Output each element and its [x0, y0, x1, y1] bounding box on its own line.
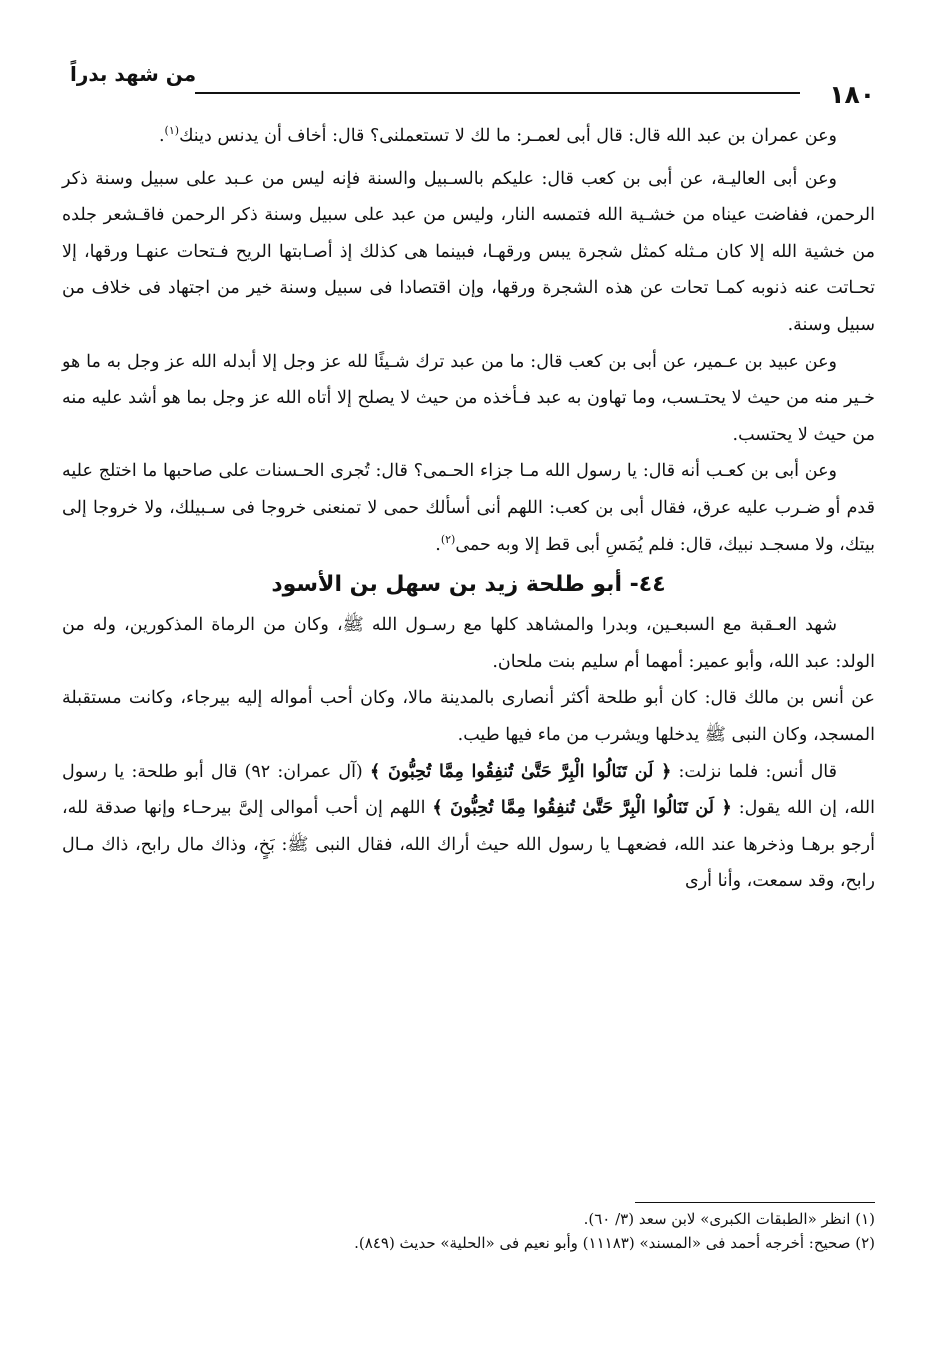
verse-reference: (آل عمران: ٩٢)	[244, 761, 363, 782]
footnote: (١) انظر «الطبقات الكبرى» لابن سعد (٣/ ٦٠).	[583, 1210, 875, 1228]
paragraph-text: عن أنس بن مالك قال: كان أبو طلحة أكثر أنصارى بالمدينة مالا، وكان أحب أمواله إليه بيرجاء، وكانت مستقبلة المسجد، وكان النبى ﷺ يدخلها ويشرب من ماء فيها طيب.	[62, 688, 875, 745]
paragraph-section-intro	[62, 607, 875, 680]
running-title: من شهد بدراً	[70, 62, 197, 86]
page-body	[62, 118, 875, 900]
section-heading: ٤٤- أبو طلحة زيد بن سهل بن الأسود	[271, 572, 666, 598]
page-header	[70, 62, 875, 109]
header-rule	[195, 92, 800, 94]
paragraph-text: اللهم إن أحب أموالى إلىَّ بيرحـاء وإنها صدقة لله، أرجو برهـا وذخرها عند الله، فضعهـا يا رسول الله حيث أراك الله، فقال النبى ﷺ: بَخٍ، وذاك مال رابح، ذاك مـال رابح، وقد سمعت، وأنا أرى	[62, 798, 875, 892]
paragraph-imran	[62, 118, 875, 155]
footnote-marker: (٢)	[440, 532, 456, 546]
page-number: ١٨٠	[829, 80, 875, 109]
paragraph-abu-aliya	[62, 161, 875, 344]
quran-verse: ﴿ لَن تَنَالُوا الْبِرَّ حَتَّىٰ تُنفِقُوا مِمَّا تُحِبُّونَ ﴾	[369, 761, 672, 782]
paragraph-anas	[62, 680, 875, 753]
footnote-marker: (١)	[164, 124, 180, 138]
paragraph-ubaid	[62, 344, 875, 454]
paragraph-verse	[62, 754, 875, 900]
paragraph-text: وعن أبى العاليـة، عن أبى بن كعب قال: عليكم بالسـبيل والسنة فإنه ليس من عـبد على سبيل وسنة ذكر الرحمن، ففاضت عيناه من خشـية الله فتمسه النار، وليس من عبد على سبيل وسنة ذكر الرحمن فاقـشعر جلده من خشية الله إلا كان مـثله كمثل شجرة يبس ورقهـا، فبينما هى كذلك إذ أصـابتها الريح فـتحات عنهـا ورقها، إلا تحـاتت عنه ذنوبه كمـا تحات عن هذه الشجرة ورقها، وإن اقتصادا فى سبيل وسنة خير من اجتهاد فى خلاف من سبيل وسنة.	[62, 168, 875, 335]
footnote: (٢) صحيح: أخرجه أحمد فى «المسند» (١١١٨٣) وأبو نعيم فى «الحلية» حديث (٨٤٩).	[354, 1234, 875, 1252]
footnote-rule	[635, 1202, 875, 1203]
paragraph-tail: .	[158, 126, 165, 146]
paragraph-text: وعن أبى بن كعـب أنه قال: يا رسول الله مـا جزاء الحـمى؟ قال: تُجرى الحـسنات على صاحبها ما اختلج عليه قدم أو ضـرب عليه عرق، فقال أبى بن كعب: اللهم أنى أسألك حمى لا تمنعنى خروجا فى سـبيلك، ولا خروجا إلى بيتك، ولا مسجـد نبيك، قال: فلم يُمَسِ أبى قط إلا وبه حمى	[62, 461, 875, 555]
paragraph-text: وعن عمران بن عبد الله قال: قال أبى لعمـر: ما لك لا تستعملنى؟ قال: أخاف أن يدنس دينك	[179, 126, 837, 146]
quran-verse: ﴿ لَن تَنَالُوا الْبِرَّ حَتَّىٰ تُنفِقُوا مِمَّا تُحِبُّونَ ﴾	[432, 798, 732, 819]
paragraph-tail: .	[435, 534, 441, 555]
paragraph-text: شهد العـقبة مع السبعـين، وبدرا والمشاهد كلها مع رسـول الله ﷺ، وكان من الرماة المذكورين، وله من الولد: عبد الله، وأبو عمير: أمهما أم سليم بنت ملحان.	[62, 615, 875, 672]
footnotes	[62, 1202, 875, 1255]
paragraph-text: وعن عبيد بن عـمير، عن أبى بن كعب قال: ما من عبد ترك شـيئًا لله عز وجل إلا أبدله الله عز وجل به ما هو خـير منه من حيث لا يحتـسب، وما تهاون به عبد فـأخذه من حيث لا يصلح إلا أتاه الله عز وجل بما هو أشد عليه منه من حيث لا يحتسب.	[62, 351, 875, 445]
paragraph-fever	[62, 453, 875, 563]
paragraph-text: قال أنس: فلما نزلت:	[678, 761, 837, 782]
paragraph-text: قال أبو طلحة: يا رسول الله، إن الله يقول:	[62, 761, 875, 819]
